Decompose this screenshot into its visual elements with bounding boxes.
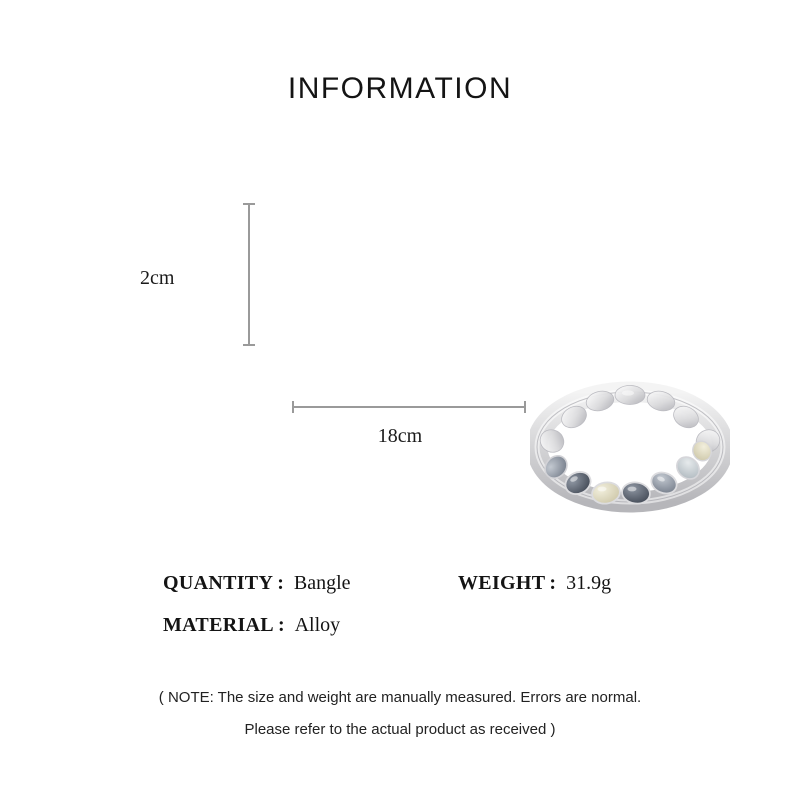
spec-weight-key: WEIGHT — [458, 572, 546, 594]
spec-list — [0, 572, 800, 656]
height-measure-bar — [248, 203, 250, 346]
width-measure-value: 18cm — [377, 425, 423, 447]
note-block — [0, 682, 800, 746]
spec-material-key: MATERIAL — [163, 614, 274, 636]
bangle-image — [530, 375, 730, 525]
spec-quantity — [163, 572, 351, 595]
spec-material — [163, 614, 340, 637]
spec-material-separator: : — [277, 614, 285, 636]
spec-quantity-separator: : — [277, 572, 284, 594]
spec-row-1 — [0, 572, 800, 614]
spec-quantity-value: Bangle — [293, 572, 351, 594]
width-measure-bar — [292, 406, 526, 408]
product-illustration-area — [230, 180, 570, 430]
note-line-2: Please refer to the actual product as received ) — [244, 721, 556, 738]
page-title: INFORMATION — [287, 72, 513, 105]
spec-weight — [458, 572, 611, 595]
note-line-1: ( NOTE: The size and weight are manually measured. Errors are normal. — [158, 689, 642, 706]
spec-weight-separator: : — [549, 572, 557, 594]
height-measure-label: 2cm — [140, 267, 175, 289]
spec-quantity-key: QUANTITY — [163, 572, 274, 594]
spec-row-2 — [0, 614, 800, 656]
spec-material-value: Alloy — [294, 614, 341, 636]
width-measure-label — [0, 425, 800, 448]
spec-weight-value: 31.9g — [566, 572, 612, 594]
